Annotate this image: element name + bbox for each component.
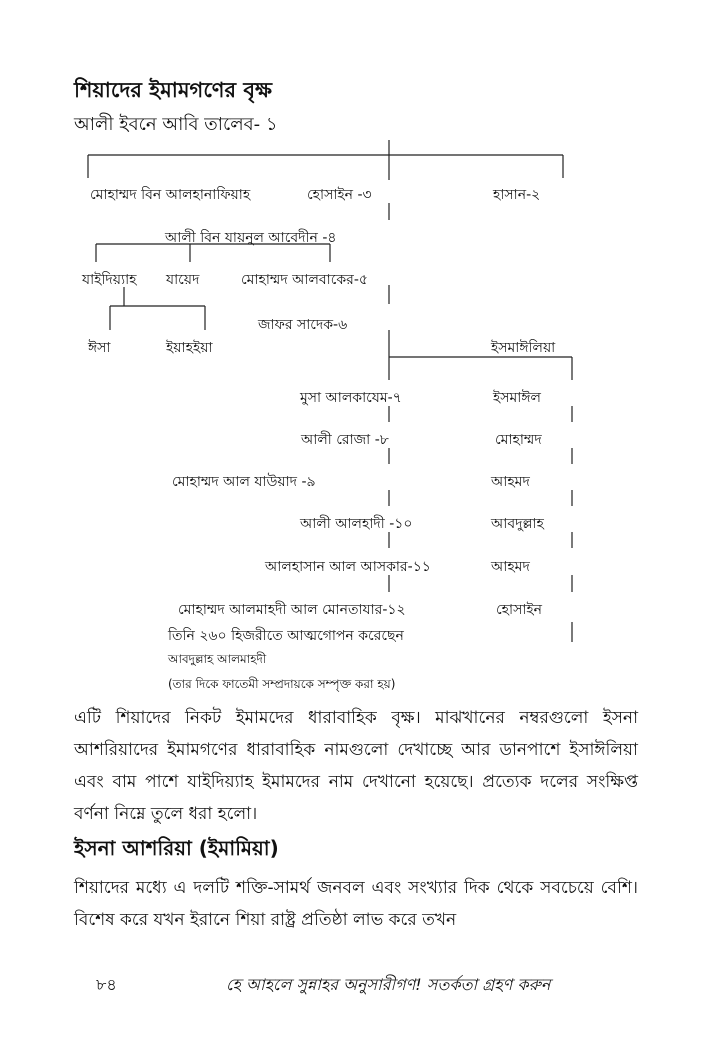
node-ismailia: ইসমাঈলিয়া [491, 340, 556, 356]
node-hossain-3: হোসাইন -৩ [307, 187, 372, 203]
node-ahmad-1: আহমদ [491, 474, 530, 490]
node-mohammad-albaqer-5: মোহাম্মদ আলবাকের-৫ [241, 272, 368, 288]
tree-root-ali: আলী ইবনে আবি তালেব- ১ [74, 114, 278, 135]
node-ahmad-2: আহমদ [491, 559, 530, 575]
node-mohammad-jawad-9: মোহাম্মদ আল যাউয়াদ -৯ [172, 474, 316, 490]
node-isa: ঈসা [88, 340, 111, 356]
node-abdullah-almahdi: আবদুল্লাহ আলমাহদী [168, 652, 267, 666]
paragraph-isna-ashariya: শিয়াদের মধ্যে এ দলটি শক্তি-সামর্থ জনবল এবং সংখ্যার দিক থেকে সবচেয়ে বেশি। বিশেষ করে যখন ইরানে শিয়া রাষ্ট্র প্রতিষ্ঠা লাভ করে তখন [74, 878, 638, 930]
node-musa-7: মুসা আলকাযেম-৭ [300, 390, 402, 406]
page-title: শিয়াদের ইমামগণের বৃক্ষ [74, 78, 273, 102]
node-zaidiyyah: যাইদিয়্যাহ [82, 272, 137, 288]
node-mohammad-bin-alhanafiah: মোহাম্মদ বিন আলহানাফিয়াহ [90, 187, 251, 203]
section-heading: ইসনা আশরিয়া (ইমামিয়া) [74, 836, 279, 860]
node-ismail: ইসমাঈল [493, 390, 541, 406]
node-ali-alhadi-10: আলী আলহাদী -১০ [300, 516, 413, 532]
node-yahya: ইয়াহইয়া [166, 340, 213, 356]
node-zayed: যায়েদ [166, 272, 200, 288]
node-ali-reza-8: আলী রোজা -৮ [301, 432, 389, 448]
node-ali-bin-zainul: আলী বিন যায়নুল আবেদীন -৪ [165, 230, 337, 246]
node-mohammad: মোহাম্মদ [495, 432, 542, 448]
node-mahdi-12: মোহাম্মদ আলমাহদী আল মোনতাযার-১২ [178, 602, 406, 618]
node-jafar-sadeq-6: জাফর সাদেক-৬ [258, 317, 348, 333]
note-fatemi: (তার দিকে ফাতেমী সম্প্রদায়কে সম্পৃক্ত করা হয়) [168, 677, 396, 691]
node-abdullah: আবদুল্লাহ [491, 516, 544, 532]
running-title: হে আহলে সুন্নাহর অনুসারীগণ! সতর্কতা গ্রহণ করুন [226, 975, 551, 994]
page-number: ৮৪ [96, 975, 117, 994]
paragraph-tree-explanation: এটি শিয়াদের নিকট ইমামদের ধারাবাহিক বৃক্ষ। মাঝখানের নম্বরগুলো ইসনা আশরিয়াদের ইমামগণের ধারাবাহিক নামগুলো দেখাচ্ছে আর ডানপাশে ইসাঈলিয়া এবং বাম পাশে যাইদিয়্যাহ ইমামদের নাম দেখানো হয়েছে। প্রত্যেক দলের সংক্ষিপ্ত বর্ণনা নিম্নে তুলে ধরা হলো। [74, 708, 638, 824]
node-hasan-askari-11: আলহাসান আল আসকার-১১ [265, 559, 431, 575]
note-occultation: তিনি ২৬০ হিজরীতে আত্মগোপন করেছেন [168, 628, 404, 644]
node-hasan-2: হাসান-২ [493, 187, 541, 203]
node-hossain: হোসাইন [496, 602, 543, 618]
